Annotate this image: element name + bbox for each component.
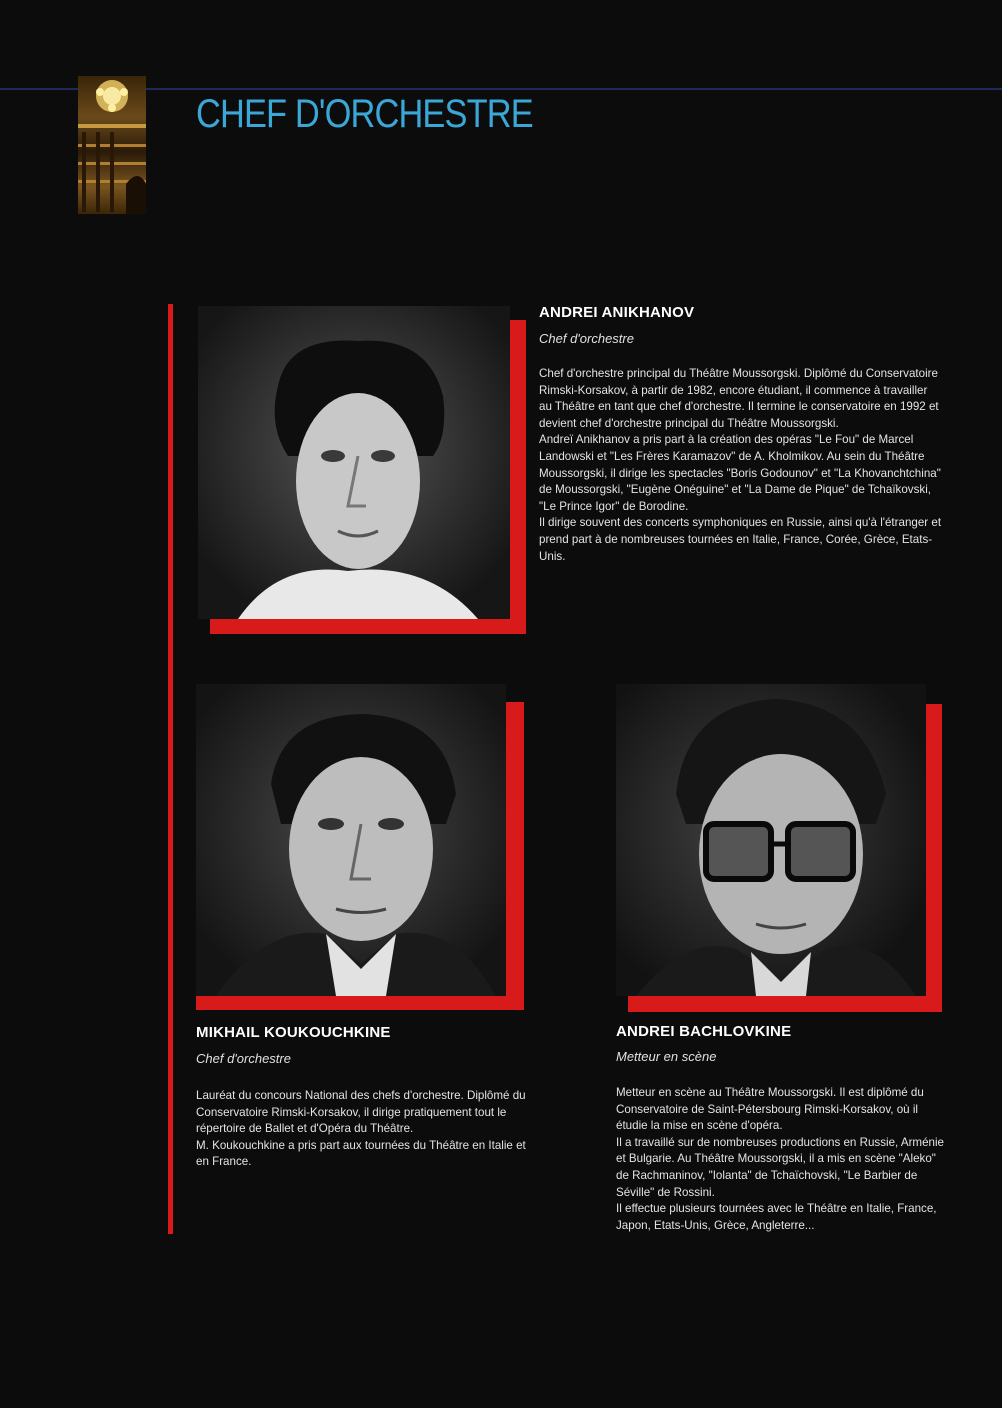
- photo-frame-red: [196, 996, 524, 1010]
- person-bio: [539, 366, 943, 565]
- bio-paragraph: Lauréat du concours National des chefs d'orchestre. Diplômé du Conservatoire Rimski-Korsakov, il dirige pratiquement tout le répertoire de Ballet et d'Opéra du Théâtre.: [196, 1089, 526, 1136]
- photo-frame-red: [628, 996, 942, 1012]
- person-role: Chef d'orchestre: [196, 1051, 291, 1066]
- portrait-andrei-bachlovkine: [616, 684, 926, 996]
- bio-paragraph: Il dirige souvent des concerts symphoniques en Russie, ainsi qu'à l'étranger et prend part à de nombreuses tournées en Italie, France, Corée, Grèce, Etats-Unis.: [539, 516, 942, 563]
- person-role: Chef d'orchestre: [539, 331, 634, 346]
- photo-frame-red: [506, 702, 524, 1010]
- portrait-mikhail-koukouchkine: [196, 684, 506, 996]
- person-bio: [196, 1088, 532, 1171]
- bio-paragraph: Chef d'orchestre principal du Théâtre Moussorgski. Diplômé du Conservatoire Rimski-Korsakov, à partir de 1982, encore étudiant, il commence à travailler au Théâtre en tant que chef d'orchestre. Il termine le conservatoire en 1992 et devient chef d'orchestre principal du Théâtre Moussorgski.: [539, 367, 939, 430]
- vertical-accent-line: [168, 304, 173, 1234]
- photo-frame-red: [510, 320, 526, 634]
- bio-paragraph: Il a travaillé sur de nombreuses productions en Russie, Arménie et Bulgarie. Au Théâtre Moussorgski, il a mis en scène "Aleko" de Rachmaninov, "Iolanta" de Tchaïchovski, "Le Barbier de Séville" de Rossini.: [616, 1135, 945, 1199]
- bio-paragraph: Andreï Anikhanov a pris part à la création des opéras "Le Fou" de Marcel Landowski et "Les Frères Karamazov" de A. Kholmikov. Au sein du Théâtre Moussorgski, il dirige les spectacles "Boris Godounov" et "La Khovanchtchina" de Moussorgski, "Eugène Onéguine" et "La Dame de Pique" de Tchaïkovski, "Le Prince Igor" de Borodine.: [539, 433, 941, 513]
- person-name: ANDREI ANIKHANOV: [539, 304, 695, 321]
- bio-paragraph: M. Koukouchkine a pris part aux tournées du Théâtre en Italie et en France.: [196, 1138, 526, 1169]
- person-name: ANDREI BACHLOVKINE: [616, 1023, 792, 1040]
- person-bio: [616, 1085, 946, 1234]
- photo-frame-red: [210, 618, 526, 634]
- bio-paragraph: Metteur en scène au Théâtre Moussorgski. Il est diplômé du Conservatoire de Saint-Pétersbourg Rimski-Korsakov, où il étudie la mise en scène d'opéra.: [616, 1086, 924, 1133]
- theatre-logo: [78, 76, 146, 214]
- bio-paragraph: Il effectue plusieurs tournées avec le Théâtre en Italie, France, Japon, Etats-Unis, Grèce, Angleterre...: [616, 1202, 937, 1232]
- page-title: CHEF D'ORCHESTRE: [196, 92, 533, 136]
- portrait-andrei-anikhanov: [198, 306, 510, 619]
- person-role: Metteur en scène: [616, 1049, 717, 1064]
- photo-frame-red: [926, 704, 942, 1012]
- person-name: MIKHAIL KOUKOUCHKINE: [196, 1024, 391, 1041]
- header-rule: [0, 88, 1002, 90]
